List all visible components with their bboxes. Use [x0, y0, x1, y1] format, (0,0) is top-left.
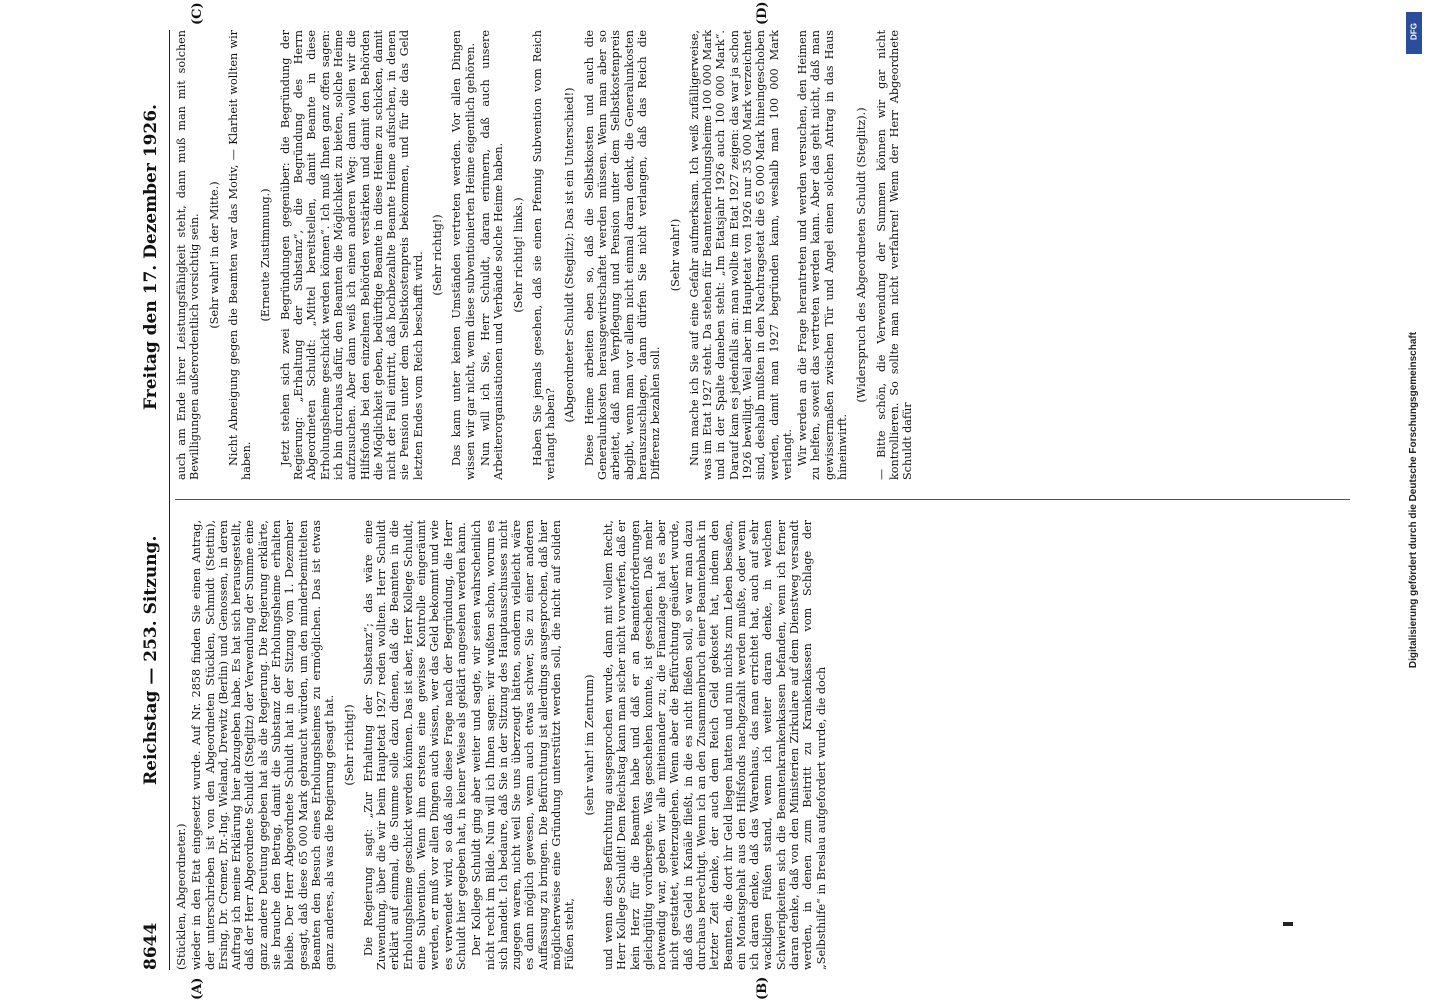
- speaker-line: (Stücklen, Abgeordneter.): [175, 823, 188, 970]
- paragraph: auch am Ende ihrer Leistungsfähigkeit steht, dann muß man mit solchen Bewilligungen außerordentlich vorsichtig sein.: [175, 30, 202, 480]
- margin-marker-b: (B): [755, 976, 770, 1000]
- page-header: [135, 30, 169, 970]
- paragraph: Das kann unter keinen Umständen vertreten werden. Vor allen Dingen wissen wir gar nicht, wem diese subventionierten Heime eigentlich gehören.: [450, 30, 477, 480]
- right-column: [175, 30, 1350, 480]
- paragraph: Der Kollege Schuldt ging aber weiter und sagte, wir seien wahrscheinlich nicht recht im Bilde. Nun will ich Ihnen sagen: wir wußten schon, worum es sich handelt. Ich bedaure, daß Sie in der Sitzung des Hauptausschusses nicht zugegen waren, nicht weil Sie uns überzeugt hätten, sondern vielleicht wäre es dann möglich gewesen, wenn auch etwas schwer, Sie zu einer anderen Auffassung zu bringen. Die Befürchtung ist allerdings ausgesprochen, daß hier möglicherweise eine Gründung unterstützt werden soll, die nicht auf soliden Füßen steht,: [470, 520, 577, 970]
- rotated-page-content: [135, 1, 1355, 1000]
- paragraph: Wir werden an die Frage herantreten und werden versuchen, den Heimen zu helfen, soweit das vertreten werden kann. Aber das geht nicht, daß man gewissermaßen zwischen Tür und Angel einen solchen Antrag in das Haus hineinwirft.: [796, 30, 850, 480]
- paragraph: wieder in den Etat eingesetzt wurde. Auf Nr. 2858 finden Sie einen Antrag, der unterschrieben ist von den Abgeordneten Stücklen, Schmidt (Stettin), Ersing, Dr. Cremer, Dr.-Ing. Wieland, Drewitz (Berlin) und Genossen, in deren Auftrag ich meine Erklärung hier abzugeben habe. Es hat sich herausgestellt, daß der Herr Abgeordnete Schuldt (Steglitz) der Verwendung der Summe eine ganz andere Deutung gegeben hat als die Regierung. Die Regierung erklärte, sie brauche den Betrag, damit die Substanz der Erholungsheime erhalten bleibe. Der Herr Abgeordnete Schuldt hat in der Sitzung vom 1. Dezember gesagt, daß diese 65 000 Mark gebraucht würden, um den minderbemittelten Beamten den Besuch eines Erholungsheimes zu ermöglichen. Das ist etwas ganz anderes, als was die Regierung gesagt hat.: [190, 520, 337, 970]
- interjection: (Erneute Zustimmung.): [259, 188, 273, 322]
- page-mark: [1283, 922, 1293, 926]
- digitization-sidebar: [1402, 10, 1428, 990]
- paragraph: — Bitte schön, die Verwendung der Summen können wir gar nicht kontrollieren. So sollte man nicht verfahren! Wenn der Herr Abgeordnete Schuldt dafür: [874, 30, 915, 480]
- page-number: 8644: [141, 922, 161, 970]
- paragraph: Die Regierung sagt: „Zur Erhaltung der Substanz“; das wäre eine Zuwendung, über die wir beim Hauptetat 1927 reden wollten. Herr Schuldt erklärt auf einmal, die Summe solle dazu dienen, daß die Beamten in die Erholungsheime geschickt werden können. Das ist aber, Herr Kollege Schuldt, eine Subvention. Wenn ihm erstens eine gewisse Kontrolle eingeräumt werden, er muß vor allen Dingen auch wissen, wer das Geld bekommt und wie es verwendet wird, so daß also diese Frage nach der Begründung, die Herr Schuldt hier gegeben hat, in keiner Weise als geklärt angesehen werden kann.: [361, 520, 468, 970]
- header-rule: [169, 30, 170, 970]
- margin-marker-c: (C): [190, 2, 205, 25]
- interjection: (sehr wahr! im Zentrum): [582, 674, 596, 816]
- left-column: [175, 520, 1350, 970]
- paragraph: Nun will ich Sie, Herr Schuldt, daran erinnern, daß auch unsere Arbeiterorganisationen und Verbände solche Heime haben.: [478, 30, 506, 480]
- interjection: (Sehr wahr! in der Mitte.): [207, 181, 221, 329]
- interjection: (Sehr richtig! links.): [511, 197, 525, 313]
- margin-marker-a: (A): [190, 977, 205, 1000]
- paragraph: Haben Sie jemals gesehen, daß sie einen Pfennig Subvention vom Reich verlangt haben?: [530, 30, 558, 480]
- margin-marker-d: (D): [755, 1, 770, 25]
- interjection: (Sehr richtig!): [431, 214, 445, 296]
- paragraph: und wenn diese Befürchtung ausgesprochen wurde, dann mit vollem Recht, Herr Kollege Schuldt! Dem Reichstag kann man sicher nicht vorwerfen, daß er kein Herz für die Beamten habe und daß er an Beamtenforderungen gleichgültig vorübergehe. Was geschehen konnte, ist geschehen. Daß mehr notwendig war, geben wir alle miteinander zu; die Finanzlage hat es aber nicht gestattet, weiterzugehen. Wenn aber die Befürchtung geäußert wurde, daß das Geld in Kanäle fließt, in die es nicht fließen soll, so war man dazu durchaus berechtigt. Wenn ich an den Zusammenbruch einer Beamtenbank in letzter Zeit denke, der auch dem Reich Geld gekostet hat, indem den Beamten, die dort ihr Geld liegen hatten und nun nichts zum Leben besaßen, ein Monatsgehalt aus den Hilfsfonds nachgezahlt werden mußte, oder wenn ich daran denke, daß das Warenhaus, das man errichtet hat, auch auf sehr wackligen Füßen stand, wenn ich weiter daran denke, in welchen Schwierigkeiten sich die Beamtenkrankenkassen befanden, wenn ich ferner daran denke, daß von den Ministerien Zirkulare auf dem Dienstweg versandt werden, in denen zum Beitritt zu Krankenkassen vom Schlage der „Selbsthilfe“ in Breslau aufgefordert wurde, die doch: [601, 520, 828, 970]
- interjection: (Sehr wahr!): [668, 218, 682, 292]
- interjection: (Abgeordneter Schuldt (Steglitz): Das ist ein Unterschied!): [563, 87, 577, 423]
- column-separator: [175, 499, 1350, 500]
- session-date: Freitag den 17. Dezember 1926.: [141, 104, 161, 410]
- paragraph: Jetzt stehen sich zwei Begründungen gegenüber: die Begründung der Regierung: „Erhaltung der Substanz“, die Begründung des Herrn Abgeordneten Schuldt: „Mittel bereitstellen, damit Beamte in diese Erholungsheime geschickt werden können“. Ich muß Ihnen ganz offen sagen: ich bin durchaus dafür, den Beamten die Möglichkeit zu bieten, solche Heime aufzusuchen. Aber dann weiß ich einen anderen Weg: dann wollen wir die Hilfsfonds bei den einzelnen Behörden verstärken und damit den Behörden die Möglichkeit geben, bedürftige Beamte in diese Heime zu schicken, damit nicht der Fall eintritt, daß hochbezahlte Beamte Heime aufsuchen, in denen sie Pension unter dem Selbstkostenpreis bekommen, und für die das Geld letzten Endes vom Reich beschafft wird.: [278, 30, 425, 480]
- paragraph: Nicht Abneigung gegen die Beamten war das Motiv, — Klarheit wollten wir haben.: [226, 30, 254, 480]
- paragraph: Nun mache ich Sie auf eine Gefahr aufmerksam. Ich weiß zufälligerweise, was im Etat 1927 steht. Da stehen für Beamtenerholungsheime 100 000 Mark und in der Spalte daneben steht: „Im Etatsjahr 1926 auch 100 000 Mark“. Darauf kam es jedenfalls an: man wollte im Etat 1927 zeigen: das war ja schon 1926 bewilligt. Weil aber im Hauptetat von 1926 nur 35 000 Mark verzeichnet sind, deshalb mußten in den Nachtragsetat die 65 000 Mark hineingeschoben werden, damit man 1927 begründen kann, weshalb man 100 000 Mark verlangt.: [687, 30, 794, 480]
- dfg-logo: DFG: [1406, 12, 1422, 54]
- document-page: [95, 1, 1395, 1000]
- digitization-credit: Digitalisierung gefördert durch die Deutsche Forschungsgemeinschaft: [1408, 331, 1419, 669]
- interjection: (Widerspruch des Abgeordneten Schuldt (Steglitz).): [855, 107, 869, 403]
- paragraph: Diese Heime arbeiten eben so, daß die Selbstkosten und auch die Generalunkosten herausgewirtschaftet werden müssen. Wenn man aber so arbeitet, daß man Verpflegung und Pension unter dem Selbstkostenpreis abgibt, wenn man vor allem nicht einmal daran denkt, die Generalunkosten herauszuschlagen, dann dürfen Sie nicht verlangen, daß das Reich die Differenz bezahlen soll.: [582, 30, 663, 480]
- interjection: (Sehr richtig!): [342, 704, 356, 786]
- session-title: Reichstag — 253. Sitzung.: [141, 535, 161, 785]
